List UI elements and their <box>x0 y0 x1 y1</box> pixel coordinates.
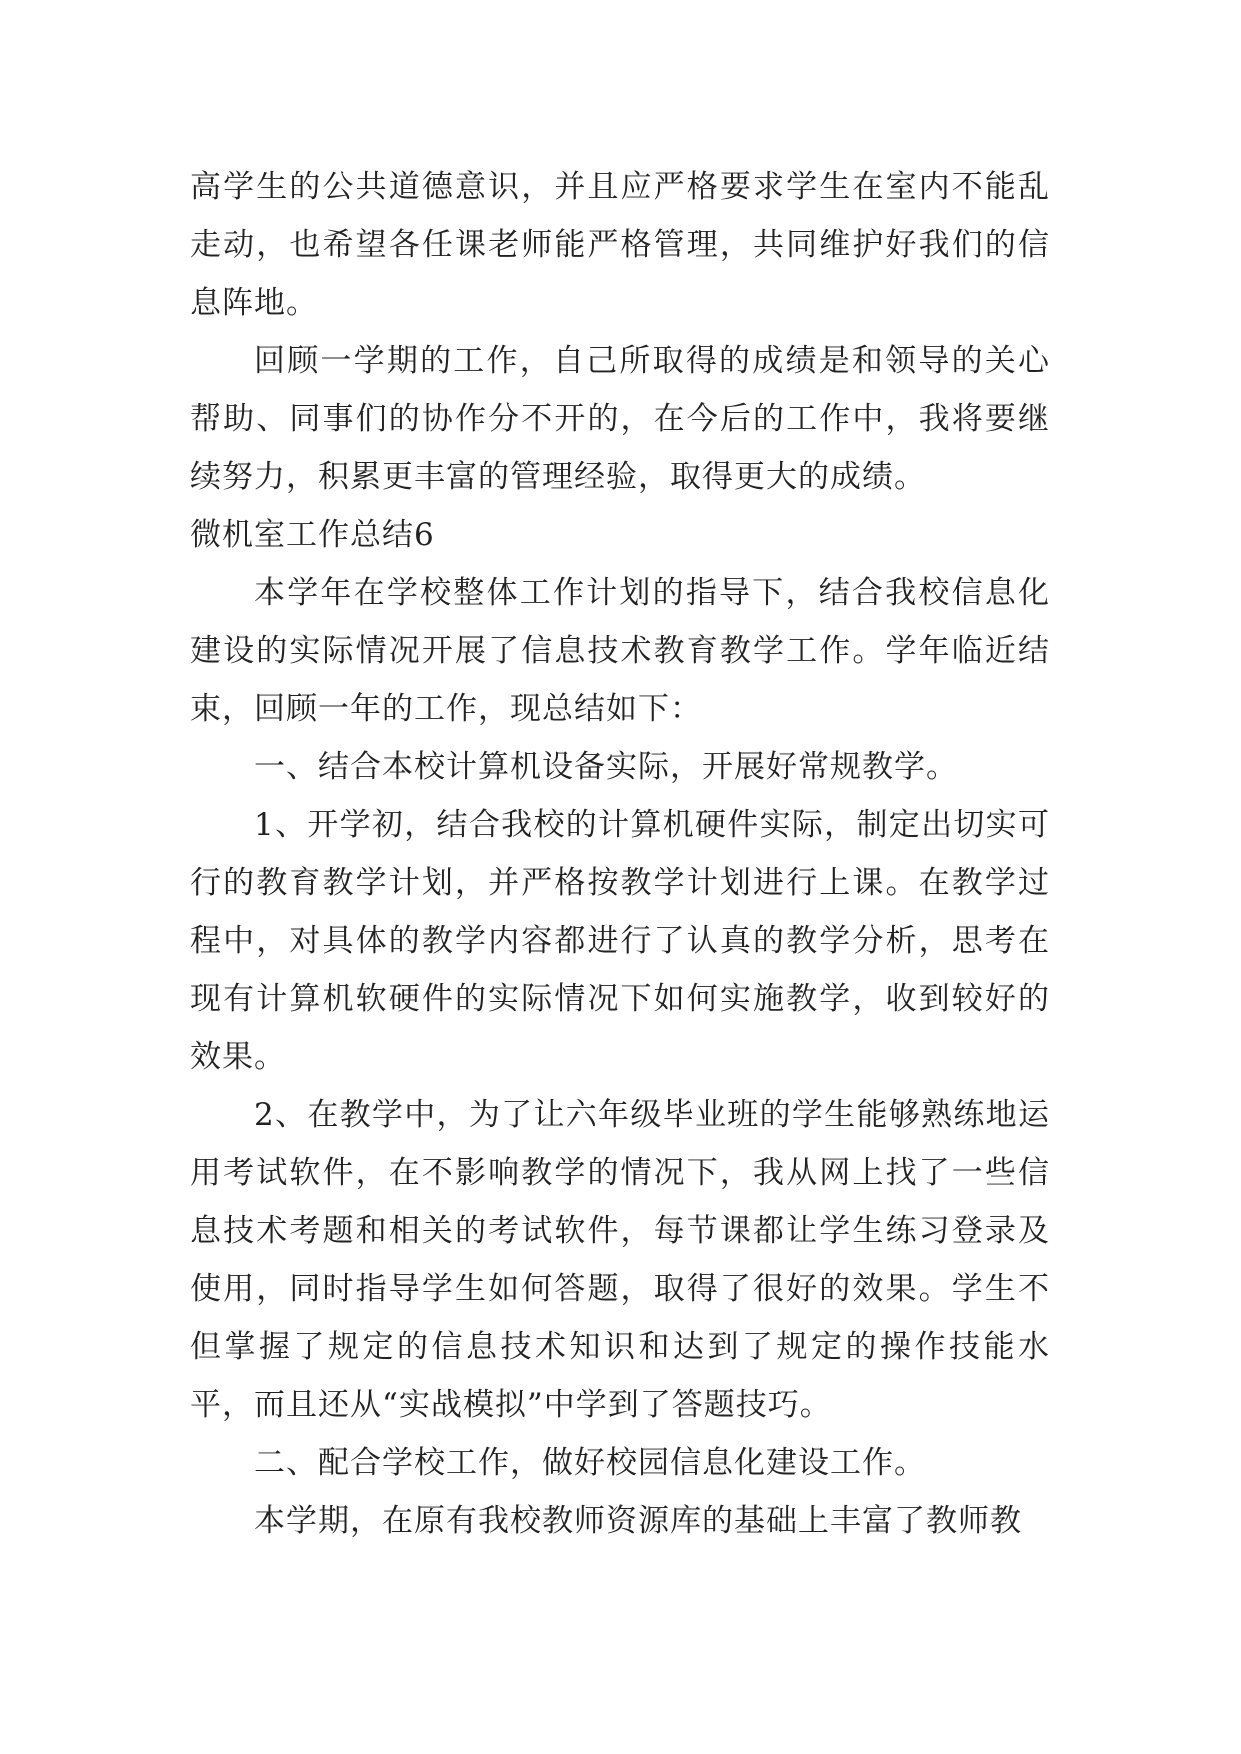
paragraph-continuation: 高学生的公共道德意识，并且应严格要求学生在室内不能乱走动，也希望各任课老师能严格管理，共同维护好我们的信息阵地。 <box>190 169 1050 321</box>
paragraph-intro: 本学年在学校整体工作计划的指导下，结合我校信息化建设的实际情况开展了信息技术教育教学工作。学年临近结束，回顾一年的工作，现总结如下： <box>190 575 1050 727</box>
subheading-one: 一、结合本校计算机设备实际，开展好常规教学。 <box>254 749 958 785</box>
paragraph-review: 回顾一学期的工作，自己所取得的成绩是和领导的关心帮助、同事们的协作分不开的，在今后的工作中，我将要继续努力，积累更丰富的管理经验，取得更大的成绩。 <box>190 343 1050 495</box>
paragraph-item-1: 1、开学初，结合我校的计算机硬件实际，制定出切实可行的教育教学计划，并严格按教学计划进行上课。在教学过程中，对具体的教学内容都进行了认真的教学分析，思考在现有计算机软硬件的实际情况下如何实施教学，收到较好的效果。 <box>190 807 1050 1075</box>
paragraph-semester: 本学期，在原有我校教师资源库的基础上丰富了教师教 <box>254 1503 1022 1539</box>
document-body <box>190 158 1050 1550</box>
section-heading: 微机室工作总结6 <box>190 517 435 553</box>
subheading-two: 二、配合学校工作，做好校园信息化建设工作。 <box>254 1445 926 1481</box>
paragraph-item-2: 2、在教学中，为了让六年级毕业班的学生能够熟练地运用考试软件，在不影响教学的情况下，我从网上找了一些信息技术考题和相关的考试软件，每节课都让学生练习登录及使用，同时指导学生如何答题，取得了很好的效果。学生不但掌握了规定的信息技术知识和达到了规定的操作技能水平，而且还从“实战模拟”中学到了答题技巧。 <box>190 1097 1050 1423</box>
